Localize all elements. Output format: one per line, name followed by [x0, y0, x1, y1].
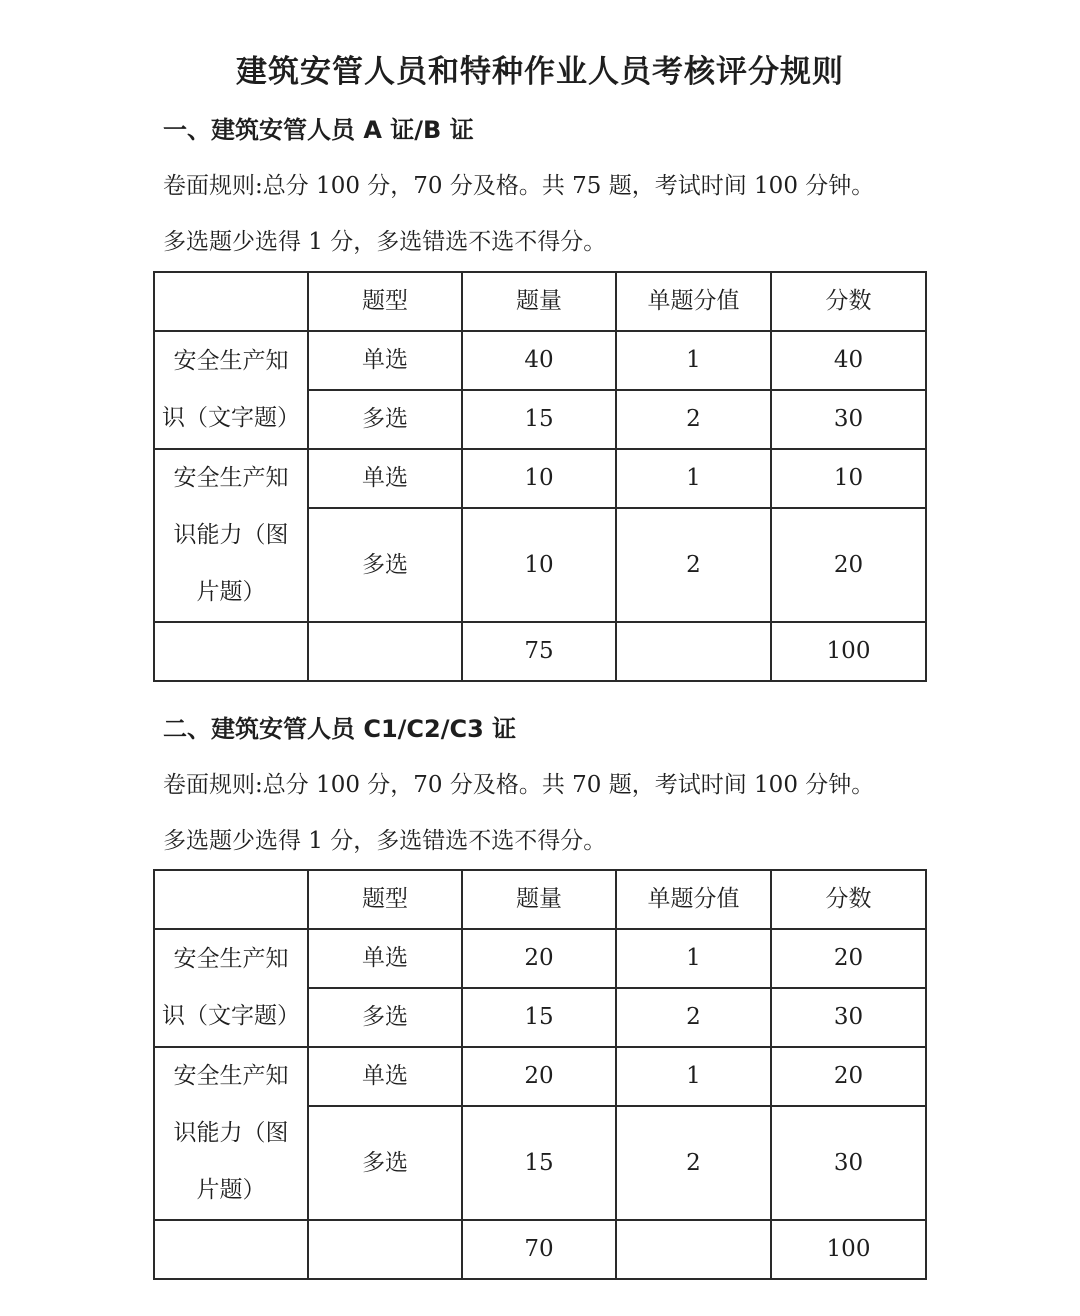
exam-rules-line: 卷面规则:总分 100 分，70 分及格。共 75 题，考试时间 100 分钟。 [163, 173, 875, 199]
category-line: 安全生产知 [173, 465, 289, 491]
count-cell: 40 [462, 331, 616, 390]
unit-score-cell: 2 [616, 988, 771, 1047]
table-row [154, 929, 926, 988]
exam-rules-line: 卷面规则:总分 100 分，70 分及格。共 70 题，考试时间 100 分钟。 [163, 772, 875, 798]
category-line: 识能力（图 [173, 522, 289, 548]
total-score-cell: 100 [771, 1220, 926, 1279]
header-cell: 分数 [771, 272, 926, 331]
score-cell: 20 [771, 1047, 926, 1106]
type-cell: 多选 [308, 390, 462, 449]
type-cell: 单选 [308, 1047, 462, 1106]
empty-cell [154, 622, 308, 681]
count-cell: 20 [462, 929, 616, 988]
table-total-row [154, 622, 926, 681]
category-line: 安全生产知 [173, 1063, 289, 1089]
multi-choice-rule-line: 多选题少选得 1 分，多选错选不选不得分。 [163, 229, 607, 255]
score-table-c [153, 869, 927, 1280]
unit-score-cell: 2 [616, 390, 771, 449]
category-line: 安全生产知 [173, 946, 289, 972]
table-header-row [154, 870, 926, 929]
section-heading-a-b: 一、建筑安管人员 A 证/B 证 [163, 116, 474, 144]
table-row [154, 331, 926, 390]
type-cell: 单选 [308, 449, 462, 508]
unit-score-cell: 1 [616, 449, 771, 508]
type-cell: 单选 [308, 929, 462, 988]
score-cell: 10 [771, 449, 926, 508]
type-cell: 多选 [308, 988, 462, 1047]
total-count-cell: 75 [462, 622, 616, 681]
category-line: 片题） [196, 1177, 266, 1203]
category-cell [154, 929, 308, 1047]
score-cell: 30 [771, 1106, 926, 1220]
count-cell: 10 [462, 508, 616, 622]
count-cell: 10 [462, 449, 616, 508]
total-score-cell: 100 [771, 622, 926, 681]
score-table-a-b [153, 271, 927, 682]
empty-cell [308, 1220, 462, 1279]
header-cell: 题量 [462, 272, 616, 331]
count-cell: 15 [462, 988, 616, 1047]
section-heading-c: 二、建筑安管人员 C1/C2/C3 证 [163, 715, 517, 743]
header-cell: 题型 [308, 272, 462, 331]
header-cell [154, 272, 308, 331]
category-line: 识能力（图 [173, 1120, 289, 1146]
empty-cell [616, 622, 771, 681]
table-total-row [154, 1220, 926, 1279]
header-cell: 单题分值 [616, 870, 771, 929]
header-cell: 单题分值 [616, 272, 771, 331]
table-row [154, 1047, 926, 1106]
multi-choice-rule-line: 多选题少选得 1 分，多选错选不选不得分。 [163, 828, 607, 854]
category-line: 识（文字题） [162, 1003, 300, 1029]
type-cell: 多选 [308, 508, 462, 622]
category-cell [154, 1047, 308, 1220]
type-cell: 单选 [308, 331, 462, 390]
count-cell: 15 [462, 1106, 616, 1220]
empty-cell [308, 622, 462, 681]
table-header-row [154, 272, 926, 331]
unit-score-cell: 1 [616, 1047, 771, 1106]
score-cell: 40 [771, 331, 926, 390]
count-cell: 20 [462, 1047, 616, 1106]
unit-score-cell: 2 [616, 508, 771, 622]
category-cell [154, 449, 308, 622]
count-cell: 15 [462, 390, 616, 449]
score-cell: 30 [771, 390, 926, 449]
header-cell: 分数 [771, 870, 926, 929]
type-cell: 多选 [308, 1106, 462, 1220]
category-cell [154, 331, 308, 449]
unit-score-cell: 1 [616, 331, 771, 390]
header-cell [154, 870, 308, 929]
score-cell: 20 [771, 929, 926, 988]
unit-score-cell: 1 [616, 929, 771, 988]
unit-score-cell: 2 [616, 1106, 771, 1220]
score-cell: 30 [771, 988, 926, 1047]
category-line: 安全生产知 [173, 348, 289, 374]
empty-cell [154, 1220, 308, 1279]
table-row [154, 449, 926, 508]
header-cell: 题量 [462, 870, 616, 929]
header-cell: 题型 [308, 870, 462, 929]
category-line: 识（文字题） [162, 405, 300, 431]
score-cell: 20 [771, 508, 926, 622]
empty-cell [616, 1220, 771, 1279]
category-line: 片题） [196, 579, 266, 605]
total-count-cell: 70 [462, 1220, 616, 1279]
page-title: 建筑安管人员和特种作业人员考核评分规则 [236, 54, 844, 90]
